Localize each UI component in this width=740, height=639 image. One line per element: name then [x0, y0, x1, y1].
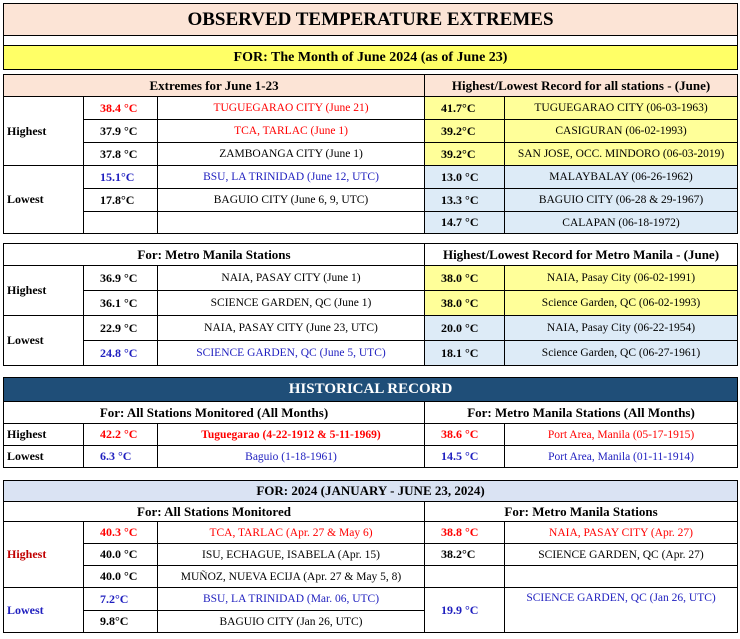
- sec1-rec-high-station-2: CASIGURAN (06-02-1993): [505, 120, 738, 143]
- sec3-right-header: For: Metro Manila Stations (All Months): [425, 402, 738, 424]
- sec1-left-header: Extremes for June 1-23: [4, 75, 425, 97]
- sec4-high-temp-2: 40.0 °C: [84, 544, 158, 566]
- sec2-rec-low-temp-2: 18.1 °C: [425, 341, 505, 366]
- sec2-high-station-1: NAIA, PASAY CITY (June 1): [158, 266, 425, 291]
- month-bar: FOR: The Month of June 2024 (as of June 23): [4, 46, 738, 70]
- sec1-high-temp-1: 38.4 °C: [84, 97, 158, 120]
- sec3-high-station: Tuguegarao (4-22-1912 & 5-11-1969): [158, 424, 425, 446]
- sec2-low-temp-1: 22.9 °C: [84, 316, 158, 341]
- sec1-high-temp-2: 37.9 °C: [84, 120, 158, 143]
- sec2-high-temp-1: 36.9 °C: [84, 266, 158, 291]
- title-table: [3, 3, 738, 70]
- sec1-high-temp-3: 37.8 °C: [84, 143, 158, 166]
- sec4-low-station-1: BSU, LA TRINIDAD (Mar. 06, UTC): [158, 588, 425, 611]
- sec2-rec-low-station-1: NAIA, Pasay City (06-22-1954): [505, 316, 738, 341]
- sec3-mm-low-temp: 14.5 °C: [425, 446, 505, 468]
- sec2-low-station-2: SCIENCE GARDEN, QC (June 5, UTC): [158, 341, 425, 366]
- sec1-rec-high-temp-1: 41.7°C: [425, 97, 505, 120]
- sec2-low-station-1: NAIA, PASAY CITY (June 23, UTC): [158, 316, 425, 341]
- sec1-low-station-1: BSU, LA TRINIDAD (June 12, UTC): [158, 166, 425, 189]
- sec1-rec-high-temp-3: 39.2°C: [425, 143, 505, 166]
- sec1-rec-high-station-3: SAN JOSE, OCC. MINDORO (06-03-2019): [505, 143, 738, 166]
- sec1-rec-low-temp-3: 14.7 °C: [425, 212, 505, 234]
- sec1-low-temp-1: 15.1°C: [84, 166, 158, 189]
- sec4-left-header: For: All Stations Monitored: [4, 502, 425, 522]
- sec3-low-station: Baguio (1-18-1961): [158, 446, 425, 468]
- sec1-rec-high-station-1: TUGUEGARAO CITY (06-03-1963): [505, 97, 738, 120]
- sec3-highest-label: Highest: [4, 424, 84, 446]
- sec3-left-header: For: All Stations Monitored (All Months): [4, 402, 425, 424]
- sec1-low-station-3: [158, 212, 425, 234]
- sec1-low-temp-3: [84, 212, 158, 234]
- section-metro-manila-june: [3, 243, 738, 366]
- sec3-mm-high-temp: 38.6 °C: [425, 424, 505, 446]
- sec4-highest-label: Highest: [4, 522, 84, 588]
- sec4-lowest-label: Lowest: [4, 588, 84, 633]
- sec4-high-station-1: TCA, TARLAC (Apr. 27 & May 6): [158, 522, 425, 544]
- section-june-extremes: [3, 74, 738, 234]
- sec2-highest-label: Highest: [4, 266, 84, 316]
- sec2-right-header: Highest/Lowest Record for Metro Manila - (June): [425, 244, 738, 266]
- sec4-low-station-2: BAGUIO CITY (Jan 26, UTC): [158, 611, 425, 633]
- sec4-right-header: For: Metro Manila Stations: [425, 502, 738, 522]
- sec3-mm-low-station: Port Area, Manila (01-11-1914): [505, 446, 738, 468]
- sec1-highest-label: Highest: [4, 97, 84, 166]
- sec4-high-temp-3: 40.0 °C: [84, 566, 158, 588]
- sec4-high-station-2: ISU, ECHAGUE, ISABELA (Apr. 15): [158, 544, 425, 566]
- sec1-rec-low-station-1: MALAYBALAY (06-26-1962): [505, 166, 738, 189]
- sec1-lowest-label: Lowest: [4, 166, 84, 234]
- section-historical-record: [3, 377, 738, 468]
- spacer: [4, 36, 738, 46]
- sec1-low-temp-2: 17.8°C: [84, 189, 158, 212]
- sec2-low-temp-2: 24.8 °C: [84, 341, 158, 366]
- sec4-mm-high-temp-1: 38.8 °C: [425, 522, 505, 544]
- sec1-rec-low-temp-2: 13.3 °C: [425, 189, 505, 212]
- sec1-high-station-3: ZAMBOANGA CITY (June 1): [158, 143, 425, 166]
- sec3-title: HISTORICAL RECORD: [4, 378, 738, 402]
- sec2-rec-high-temp-2: 38.0 °C: [425, 291, 505, 316]
- sec2-rec-low-station-2: Science Garden, QC (06-27-1961): [505, 341, 738, 366]
- sec4-mm-high-station-2: SCIENCE GARDEN, QC (Apr. 27): [505, 544, 738, 566]
- section-2024: [3, 480, 738, 633]
- sec2-rec-high-station-2: Science Garden, QC (06-02-1993): [505, 291, 738, 316]
- sec4-mm-low-temp-1: 19.9 °C: [425, 588, 505, 633]
- sec1-high-station-1: TUGUEGARAO CITY (June 21): [158, 97, 425, 120]
- sec1-rec-high-temp-2: 39.2°C: [425, 120, 505, 143]
- sec1-low-station-2: BAGUIO CITY (June 6, 9, UTC): [158, 189, 425, 212]
- sec4-low-temp-1: 7.2°C: [84, 588, 158, 611]
- sec3-lowest-label: Lowest: [4, 446, 84, 468]
- sec1-right-header: Highest/Lowest Record for all stations - (June): [425, 75, 738, 97]
- sec4-high-temp-1: 40.3 °C: [84, 522, 158, 544]
- sec2-rec-high-station-1: NAIA, Pasay City (06-02-1991): [505, 266, 738, 291]
- sec1-rec-low-station-3: CALAPAN (06-18-1972): [505, 212, 738, 234]
- sec1-rec-low-station-2: BAGUIO CITY (06-28 & 29-1967): [505, 189, 738, 212]
- sec4-mm-high-station-1: NAIA, PASAY CITY (Apr. 27): [505, 522, 738, 544]
- sec4-mm-high-temp-3: [425, 566, 505, 588]
- sec4-mm-low-station-1: SCIENCE GARDEN, QC (Jan 26, UTC): [505, 588, 738, 633]
- sec3-mm-high-station: Port Area, Manila (05-17-1915): [505, 424, 738, 446]
- sec4-mm-high-station-3: [505, 566, 738, 588]
- page-title: OBSERVED TEMPERATURE EXTREMES: [4, 4, 738, 36]
- sec2-high-station-2: SCIENCE GARDEN, QC (June 1): [158, 291, 425, 316]
- sec1-high-station-2: TCA, TARLAC (June 1): [158, 120, 425, 143]
- sec3-low-temp: 6.3 °C: [84, 446, 158, 468]
- sec4-mm-high-temp-2: 38.2°C: [425, 544, 505, 566]
- sec2-high-temp-2: 36.1 °C: [84, 291, 158, 316]
- sec4-low-temp-2: 9.8°C: [84, 611, 158, 633]
- sec2-rec-high-temp-1: 38.0 °C: [425, 266, 505, 291]
- sec4-high-station-3: MUÑOZ, NUEVA ECIJA (Apr. 27 & May 5, 8): [158, 566, 425, 588]
- sec2-lowest-label: Lowest: [4, 316, 84, 366]
- sec1-rec-low-temp-1: 13.0 °C: [425, 166, 505, 189]
- sec3-high-temp: 42.2 °C: [84, 424, 158, 446]
- sec2-rec-low-temp-1: 20.0 °C: [425, 316, 505, 341]
- sec2-left-header: For: Metro Manila Stations: [4, 244, 425, 266]
- sec4-title: FOR: 2024 (JANUARY - JUNE 23, 2024): [4, 481, 738, 502]
